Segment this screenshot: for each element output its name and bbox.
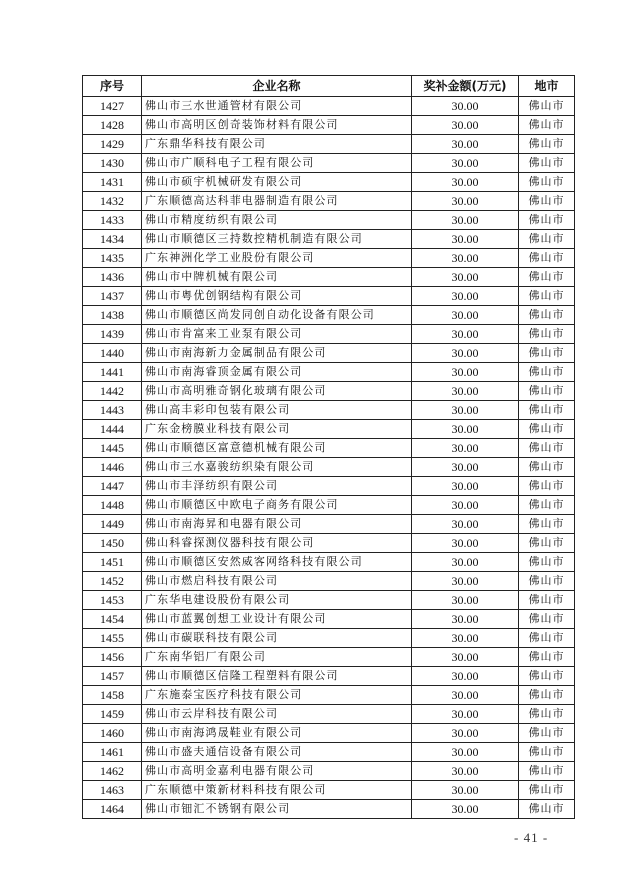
cell-company: 广东施泰宝医疗科技有限公司	[142, 686, 412, 705]
table-row	[83, 553, 575, 572]
cell-company: 佛山市高明区创奇装饰材料有限公司	[142, 116, 412, 135]
cell-company: 佛山市南海新力金属制品有限公司	[142, 344, 412, 363]
cell-company: 佛山市粤优创钢结构有限公司	[142, 287, 412, 306]
table-row	[83, 306, 575, 325]
cell-amount: 30.00	[412, 363, 519, 382]
table-row	[83, 648, 575, 667]
cell-city: 佛山市	[519, 534, 575, 553]
table-row	[83, 458, 575, 477]
cell-seq: 1448	[83, 496, 142, 515]
cell-city: 佛山市	[519, 553, 575, 572]
table-row	[83, 591, 575, 610]
cell-amount: 30.00	[412, 230, 519, 249]
header-amount: 奖补金额(万元)	[412, 76, 519, 97]
cell-amount: 30.00	[412, 154, 519, 173]
cell-amount: 30.00	[412, 743, 519, 762]
table-row	[83, 572, 575, 591]
cell-seq: 1443	[83, 401, 142, 420]
cell-amount: 30.00	[412, 496, 519, 515]
cell-company: 广东顺德中策新材料科技有限公司	[142, 781, 412, 800]
table-row	[83, 97, 575, 116]
cell-company: 广东鼎华科技有限公司	[142, 135, 412, 154]
cell-amount: 30.00	[412, 477, 519, 496]
cell-city: 佛山市	[519, 173, 575, 192]
cell-company: 佛山市丰泽纺织有限公司	[142, 477, 412, 496]
cell-amount: 30.00	[412, 173, 519, 192]
table-row	[83, 287, 575, 306]
cell-city: 佛山市	[519, 268, 575, 287]
cell-city: 佛山市	[519, 230, 575, 249]
table-row	[83, 743, 575, 762]
cell-city: 佛山市	[519, 591, 575, 610]
cell-city: 佛山市	[519, 325, 575, 344]
cell-company: 佛山市广顺科电子工程有限公司	[142, 154, 412, 173]
table-row	[83, 135, 575, 154]
cell-company: 佛山市顺德区安然威客网络科技有限公司	[142, 553, 412, 572]
cell-amount: 30.00	[412, 705, 519, 724]
cell-amount: 30.00	[412, 686, 519, 705]
cell-amount: 30.00	[412, 515, 519, 534]
cell-amount: 30.00	[412, 572, 519, 591]
cell-amount: 30.00	[412, 610, 519, 629]
cell-city: 佛山市	[519, 705, 575, 724]
cell-city: 佛山市	[519, 762, 575, 781]
cell-seq: 1442	[83, 382, 142, 401]
cell-company: 佛山科睿探测仪器科技有限公司	[142, 534, 412, 553]
cell-amount: 30.00	[412, 724, 519, 743]
cell-company: 佛山市钿汇不锈钢有限公司	[142, 800, 412, 819]
cell-city: 佛山市	[519, 135, 575, 154]
cell-company: 佛山市燃启科技有限公司	[142, 572, 412, 591]
cell-amount: 30.00	[412, 325, 519, 344]
cell-seq: 1432	[83, 192, 142, 211]
cell-amount: 30.00	[412, 762, 519, 781]
cell-city: 佛山市	[519, 211, 575, 230]
table-row	[83, 154, 575, 173]
cell-seq: 1449	[83, 515, 142, 534]
cell-amount: 30.00	[412, 648, 519, 667]
cell-seq: 1434	[83, 230, 142, 249]
table-row	[83, 686, 575, 705]
cell-company: 佛山市高明雅奇钢化玻璃有限公司	[142, 382, 412, 401]
cell-seq: 1451	[83, 553, 142, 572]
cell-city: 佛山市	[519, 420, 575, 439]
cell-seq: 1440	[83, 344, 142, 363]
cell-company: 佛山市顺德区中欧电子商务有限公司	[142, 496, 412, 515]
table-row	[83, 724, 575, 743]
cell-city: 佛山市	[519, 439, 575, 458]
table-row	[83, 249, 575, 268]
cell-amount: 30.00	[412, 192, 519, 211]
table-row	[83, 382, 575, 401]
cell-seq: 1464	[83, 800, 142, 819]
cell-seq: 1428	[83, 116, 142, 135]
cell-company: 佛山市顺德区尚发同创自动化设备有限公司	[142, 306, 412, 325]
table-body	[83, 97, 575, 819]
cell-company: 广东南华铝厂有限公司	[142, 648, 412, 667]
cell-seq: 1430	[83, 154, 142, 173]
cell-city: 佛山市	[519, 458, 575, 477]
table-row	[83, 629, 575, 648]
cell-seq: 1447	[83, 477, 142, 496]
table-row	[83, 800, 575, 819]
table-row	[83, 781, 575, 800]
cell-amount: 30.00	[412, 268, 519, 287]
table-row	[83, 344, 575, 363]
cell-city: 佛山市	[519, 572, 575, 591]
cell-company: 佛山市顺德区信隆工程塑料有限公司	[142, 667, 412, 686]
header-city: 地市	[519, 76, 575, 97]
cell-city: 佛山市	[519, 515, 575, 534]
cell-amount: 30.00	[412, 439, 519, 458]
cell-seq: 1460	[83, 724, 142, 743]
cell-seq: 1446	[83, 458, 142, 477]
cell-city: 佛山市	[519, 306, 575, 325]
cell-seq: 1436	[83, 268, 142, 287]
header-seq: 序号	[83, 76, 142, 97]
cell-seq: 1431	[83, 173, 142, 192]
cell-city: 佛山市	[519, 382, 575, 401]
cell-company: 佛山市南海睿顶金属有限公司	[142, 363, 412, 382]
cell-amount: 30.00	[412, 553, 519, 572]
cell-seq: 1450	[83, 534, 142, 553]
cell-company: 广东神洲化学工业股份有限公司	[142, 249, 412, 268]
cell-city: 佛山市	[519, 781, 575, 800]
cell-amount: 30.00	[412, 249, 519, 268]
cell-amount: 30.00	[412, 116, 519, 135]
cell-company: 佛山市硕宇机械研发有限公司	[142, 173, 412, 192]
cell-seq: 1453	[83, 591, 142, 610]
cell-seq: 1427	[83, 97, 142, 116]
award-table	[82, 75, 575, 819]
table-row	[83, 515, 575, 534]
cell-seq: 1463	[83, 781, 142, 800]
table-row	[83, 401, 575, 420]
cell-seq: 1429	[83, 135, 142, 154]
cell-seq: 1462	[83, 762, 142, 781]
table-row	[83, 534, 575, 553]
cell-seq: 1452	[83, 572, 142, 591]
cell-company: 广东金榜膜业科技有限公司	[142, 420, 412, 439]
table-row	[83, 192, 575, 211]
cell-seq: 1437	[83, 287, 142, 306]
table-row	[83, 268, 575, 287]
cell-company: 佛山市中牌机械有限公司	[142, 268, 412, 287]
cell-company: 佛山市顺德区富意德机械有限公司	[142, 439, 412, 458]
cell-city: 佛山市	[519, 800, 575, 819]
table-row	[83, 496, 575, 515]
cell-seq: 1461	[83, 743, 142, 762]
cell-city: 佛山市	[519, 192, 575, 211]
cell-company: 佛山市碳联科技有限公司	[142, 629, 412, 648]
table-row	[83, 173, 575, 192]
cell-company: 佛山市蓝翼创想工业设计有限公司	[142, 610, 412, 629]
cell-company: 佛山市顺德区三持数控精机制造有限公司	[142, 230, 412, 249]
table-row	[83, 762, 575, 781]
cell-seq: 1445	[83, 439, 142, 458]
cell-city: 佛山市	[519, 610, 575, 629]
cell-seq: 1457	[83, 667, 142, 686]
cell-amount: 30.00	[412, 211, 519, 230]
cell-company: 佛山市盛夫通信设备有限公司	[142, 743, 412, 762]
cell-seq: 1454	[83, 610, 142, 629]
cell-company: 佛山市高明金嘉利电器有限公司	[142, 762, 412, 781]
cell-city: 佛山市	[519, 686, 575, 705]
cell-amount: 30.00	[412, 135, 519, 154]
cell-amount: 30.00	[412, 97, 519, 116]
cell-city: 佛山市	[519, 648, 575, 667]
cell-amount: 30.00	[412, 420, 519, 439]
cell-city: 佛山市	[519, 344, 575, 363]
cell-company: 佛山市南海昇和电器有限公司	[142, 515, 412, 534]
cell-amount: 30.00	[412, 344, 519, 363]
cell-company: 广东华电建设股份有限公司	[142, 591, 412, 610]
cell-company: 佛山市三水世通管材有限公司	[142, 97, 412, 116]
cell-city: 佛山市	[519, 249, 575, 268]
cell-amount: 30.00	[412, 287, 519, 306]
cell-amount: 30.00	[412, 800, 519, 819]
table-row	[83, 610, 575, 629]
cell-amount: 30.00	[412, 458, 519, 477]
table-row	[83, 211, 575, 230]
cell-seq: 1433	[83, 211, 142, 230]
table-row	[83, 325, 575, 344]
cell-seq: 1439	[83, 325, 142, 344]
cell-seq: 1441	[83, 363, 142, 382]
cell-city: 佛山市	[519, 629, 575, 648]
cell-seq: 1444	[83, 420, 142, 439]
cell-seq: 1438	[83, 306, 142, 325]
cell-city: 佛山市	[519, 287, 575, 306]
cell-city: 佛山市	[519, 667, 575, 686]
cell-amount: 30.00	[412, 667, 519, 686]
cell-city: 佛山市	[519, 154, 575, 173]
cell-amount: 30.00	[412, 306, 519, 325]
cell-amount: 30.00	[412, 534, 519, 553]
table-row	[83, 363, 575, 382]
cell-city: 佛山市	[519, 401, 575, 420]
cell-city: 佛山市	[519, 363, 575, 382]
cell-company: 佛山市云岸科技有限公司	[142, 705, 412, 724]
cell-seq: 1435	[83, 249, 142, 268]
cell-city: 佛山市	[519, 477, 575, 496]
cell-city: 佛山市	[519, 97, 575, 116]
cell-company: 广东顺德高达科菲电器制造有限公司	[142, 192, 412, 211]
cell-city: 佛山市	[519, 496, 575, 515]
cell-company: 佛山市肯富来工业泵有限公司	[142, 325, 412, 344]
cell-company: 佛山市南海鸿晟鞋业有限公司	[142, 724, 412, 743]
table-row	[83, 477, 575, 496]
table-row	[83, 667, 575, 686]
cell-amount: 30.00	[412, 382, 519, 401]
cell-seq: 1456	[83, 648, 142, 667]
table-row	[83, 116, 575, 135]
table-header-row	[83, 76, 575, 97]
cell-company: 佛山高丰彩印包装有限公司	[142, 401, 412, 420]
cell-company: 佛山市精度纺织有限公司	[142, 211, 412, 230]
cell-amount: 30.00	[412, 401, 519, 420]
cell-amount: 30.00	[412, 781, 519, 800]
table-row	[83, 230, 575, 249]
cell-amount: 30.00	[412, 591, 519, 610]
table-row	[83, 705, 575, 724]
award-table-container	[82, 75, 574, 819]
page-number: - 41 -	[514, 830, 549, 845]
cell-seq: 1455	[83, 629, 142, 648]
cell-seq: 1458	[83, 686, 142, 705]
cell-company: 佛山市三水嘉骏纺织染有限公司	[142, 458, 412, 477]
cell-seq: 1459	[83, 705, 142, 724]
header-company: 企业名称	[142, 76, 412, 97]
cell-city: 佛山市	[519, 743, 575, 762]
table-row	[83, 420, 575, 439]
table-row	[83, 439, 575, 458]
cell-city: 佛山市	[519, 724, 575, 743]
cell-city: 佛山市	[519, 116, 575, 135]
cell-amount: 30.00	[412, 629, 519, 648]
